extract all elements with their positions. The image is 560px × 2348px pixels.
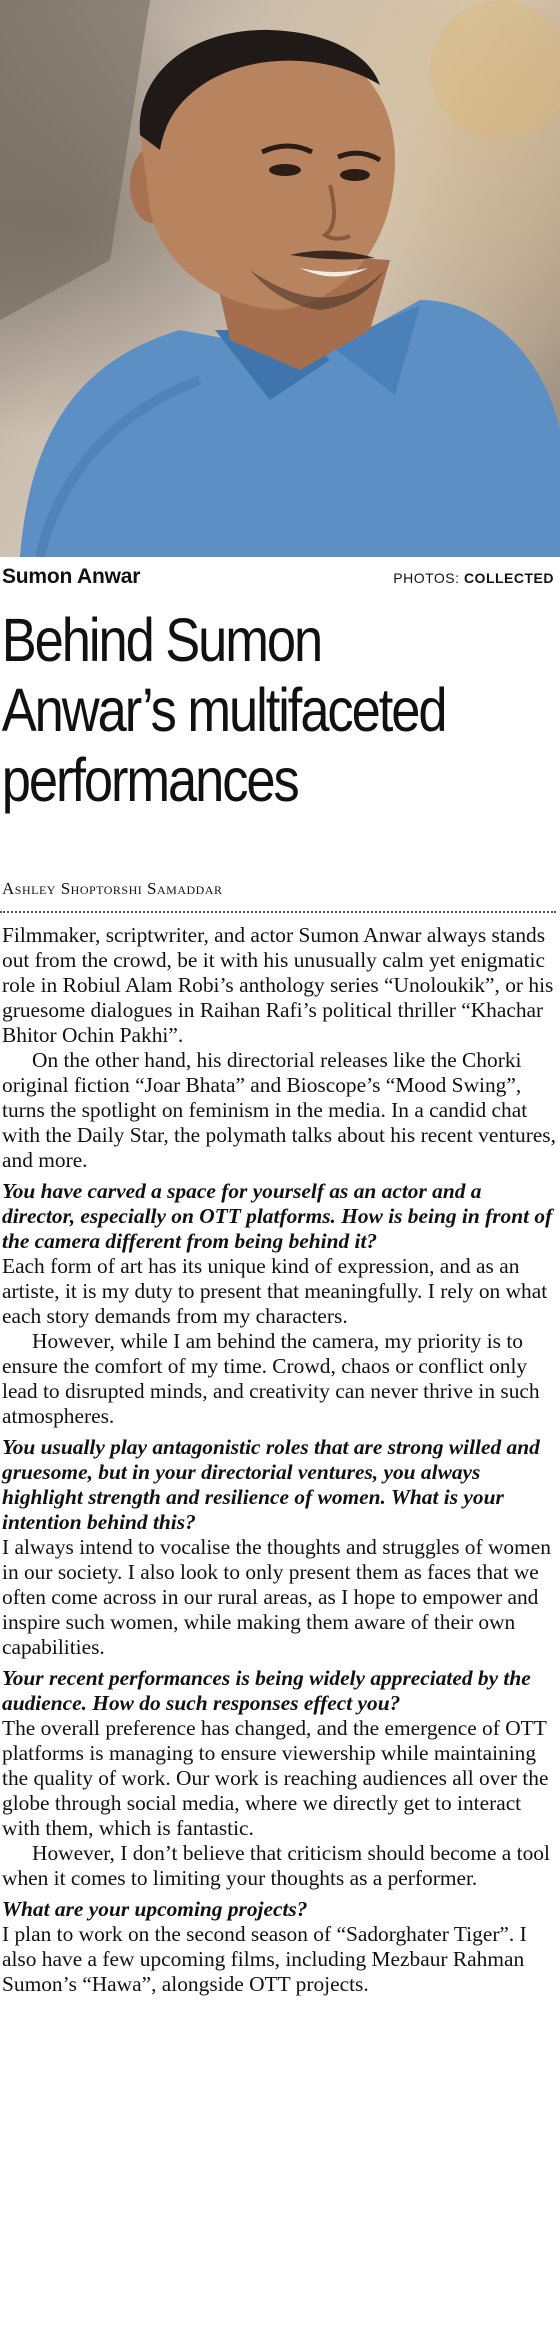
- photo-credit: [393, 570, 554, 586]
- photo-credit-label: PHOTOS:: [393, 570, 460, 586]
- answer-4-paragraph-1: I plan to work on the second season of “Sadorghater Tiger”. I also have a few upcoming films, including Mezbaur Rahman Sumon’s “Hawa”, alongside OTT projects.: [2, 1922, 527, 1996]
- answer-3-paragraph-2: However, I don’t believe that criticism should become a tool when it comes to limiting your thoughts as a performer.: [2, 1841, 550, 1890]
- photo-caption-row: [0, 557, 560, 597]
- dotted-divider: [0, 911, 556, 923]
- right-eye: [340, 169, 370, 181]
- article-photo: [0, 0, 560, 557]
- headline-line-2: Anwar’s multifaceted: [1, 676, 446, 744]
- headline-line-1: Behind Sumon: [1, 606, 322, 674]
- lamp-glow: [430, 0, 560, 140]
- question-4: What are your upcoming projects?: [2, 1897, 308, 1921]
- backdrop-shadow: [0, 0, 150, 320]
- photo-credit-value: COLLECTED: [463, 570, 554, 586]
- answer-1-paragraph-2: However, while I am behind the camera, my priority is to ensure the comfort of my time. Crowd, chaos or conflict only lead to disrupted minds, and creativity can never thrive in such atmospheres.: [2, 1329, 540, 1428]
- intro-paragraph-1: Filmmaker, scriptwriter, and actor Sumon Anwar always stands out from the crowd, be it with his unusually calm yet enigmatic role in Robiul Alam Robi’s anthology series “Unoloukik”, or his gruesome dialogues in Raihan Rafi’s political thriller “Khachar Bhitor Ochin Pakhi”.: [2, 923, 554, 1047]
- question-3: Your recent performances is being widely appreciated by the audience. How do such responses effect you?: [2, 1666, 531, 1715]
- article-body: [0, 923, 560, 1997]
- question-2: You usually play antagonistic roles that are strong willed and gruesome, but in your directorial ventures, you always highlight strength and resilience of women. What is your intention behind this?: [2, 1435, 540, 1534]
- answer-3-paragraph-1: The overall preference has changed, and the emergence of OTT platforms is managing to ensure viewership while maintaining the quality of work. Our work is reaching audiences all over the globe through social media, where we directly get to interact with them, which is fantastic.: [2, 1716, 549, 1840]
- photo-caption: Sumon Anwar: [2, 565, 141, 588]
- intro-paragraph-2: On the other hand, his directorial releases like the Chorki original fiction “Joar Bhata” and Bioscope’s “Mood Swing”, turns the spotlight on feminism in the media. In a candid chat with the Daily Star, the polymath talks about his recent ventures, and more.: [2, 1048, 556, 1172]
- portrait-illustration: [0, 0, 560, 557]
- headline-line-3: performances: [1, 746, 298, 814]
- answer-2-paragraph-1: I always intend to vocalise the thoughts and struggles of women in our society. I also look to only present them as faces that we often come across in our rural areas, as I hope to empower and inspire such women, while making them aware of their own capabilities.: [2, 1535, 551, 1659]
- left-eye: [269, 164, 301, 176]
- answer-1-paragraph-1: Each form of art has its unique kind of expression, and as an artiste, it is my duty to present that meaningfully. I rely on what each story demands from my characters.: [2, 1254, 548, 1328]
- question-1: You have carved a space for yourself as an actor and a director, especially on OTT platforms. How is being in front of the camera different from being behind it?: [2, 1179, 553, 1253]
- headline: [0, 597, 559, 879]
- byline: Ashley Shoptorshi Samaddar: [2, 879, 223, 898]
